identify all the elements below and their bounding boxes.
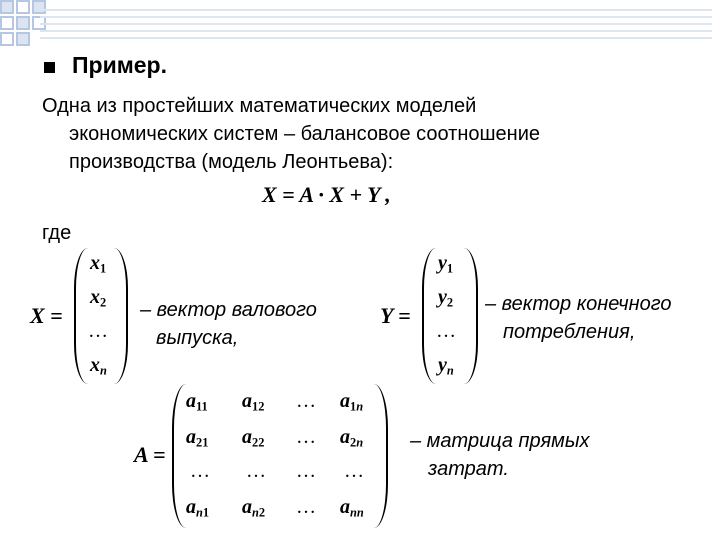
vector-x-elem: … <box>88 320 108 342</box>
matrix-a-elem: $a_{n1}$ <box>186 496 210 520</box>
vector-x-elem: $x_1$ <box>90 252 107 276</box>
intro-line-3: производства (модель Леонтьева): <box>69 151 394 173</box>
vector-x-elem: $x_2$ <box>90 286 107 310</box>
intro-line-2: экономических систем – балансовое соотношение <box>69 123 541 145</box>
vector-y-desc-line-2: потребления, <box>503 321 636 343</box>
matrix-a-elem: $a_{21}$ <box>186 426 209 450</box>
matrix-a-elem: … <box>344 460 364 482</box>
deco-square <box>16 0 30 14</box>
matrix-a-elem: $a_{2n}$ <box>340 426 364 450</box>
matrix-a-elem: … <box>296 496 316 518</box>
vector-y-elem: … <box>436 320 456 342</box>
deco-square <box>16 32 30 46</box>
where-label: где <box>42 222 72 244</box>
matrix-a-description <box>410 427 590 483</box>
matrix-a-elem: … <box>190 460 210 482</box>
matrix-a-label: A = <box>134 442 166 467</box>
matrix-a-desc-line-2: затрат. <box>428 458 509 480</box>
top-ruled-band <box>40 9 712 39</box>
vector-y-elem: $y_2$ <box>438 286 454 310</box>
matrix-a-elem: … <box>296 390 316 412</box>
intro-text <box>42 92 712 176</box>
vector-y-elem: $y_1$ <box>438 252 454 276</box>
deco-square <box>0 16 14 30</box>
matrix-a-elem: … <box>296 460 316 482</box>
matrix-a-elem: $a_{22}$ <box>242 426 265 450</box>
bullet-square-icon <box>44 62 55 73</box>
intro-line-1: Одна из простейших математических моделей <box>42 95 477 117</box>
matrix-a-elem: $a_{1n}$ <box>340 390 364 414</box>
vector-x-desc-line-1: – вектор валового <box>140 299 317 321</box>
vector-y-desc-line-1: – вектор конечного <box>485 293 672 315</box>
vector-x-description <box>140 296 317 352</box>
matrix-a-elem: $a_{nn}$ <box>340 496 364 520</box>
vector-y-description <box>485 290 672 346</box>
matrix-a-elem: … <box>296 426 316 448</box>
deco-square <box>0 0 14 14</box>
vector-x-elem: $x_n$ <box>90 354 107 378</box>
matrix-a-elem: $a_{n2}$ <box>242 496 266 520</box>
vector-x-desc-line-2: выпуска, <box>156 327 239 349</box>
vector-x-label: X = <box>30 303 63 328</box>
leontief-formula: X = A · X + Y , <box>262 182 391 207</box>
vector-y-elem: $y_n$ <box>438 354 454 378</box>
matrix-a-elem: … <box>246 460 266 482</box>
slide-heading: Пример. <box>72 52 167 78</box>
matrix-a-desc-line-1: – матрица прямых <box>410 430 590 452</box>
matrix-a-elem: $a_{11}$ <box>186 390 208 414</box>
deco-square <box>16 16 30 30</box>
deco-square <box>0 32 14 46</box>
matrix-a-elem: $a_{12}$ <box>242 390 265 414</box>
vector-y-label: Y = <box>380 303 411 328</box>
